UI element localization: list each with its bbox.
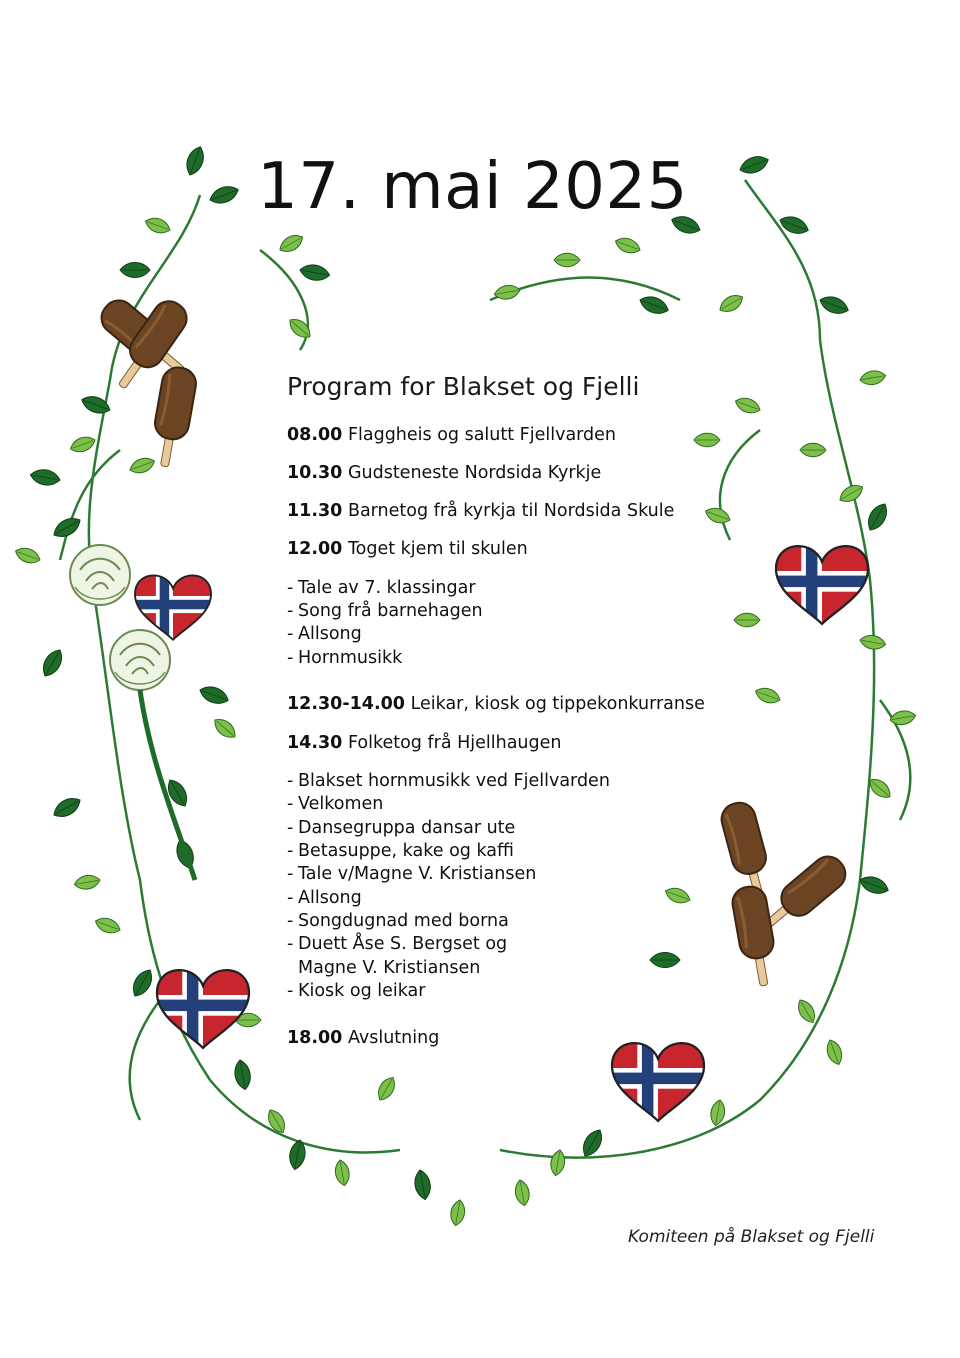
vine-right: [490, 180, 910, 1158]
list-item: - Tale v/Magne V. Kristiansen: [287, 864, 537, 884]
schedule-item: [287, 733, 562, 753]
schedule-time: 11.30: [287, 501, 343, 521]
schedule-item: [287, 1028, 439, 1048]
schedule-text: Avslutning: [347, 1028, 440, 1048]
schedule-text: Flaggheis og salutt Fjellvarden: [347, 425, 617, 445]
list-item: - Allsong: [287, 888, 362, 908]
schedule-text: Folketog frå Hjellhaugen: [347, 733, 562, 753]
list-item: - Dansegruppa dansar ute: [287, 818, 516, 838]
schedule-text: Leikar, kiosk og tippekonkurranse: [410, 694, 705, 714]
schedule-text: Toget kjem til skulen: [347, 539, 528, 559]
schedule-item: [287, 501, 674, 521]
schedule-text: Gudsteneste Nordsida Kyrkje: [347, 463, 602, 483]
heart-flag-icon: [606, 1034, 710, 1126]
schedule-time: 10.30: [287, 463, 343, 483]
schedule-time: 14.30: [287, 733, 343, 753]
list-item: - Velkomen: [287, 794, 384, 814]
list-item: - Blakset hornmusikk ved Fjellvarden: [287, 771, 610, 791]
heart-flag-icon: [770, 537, 874, 629]
popsicle-icon: [718, 799, 852, 988]
list-item: - Tale av 7. klassingar: [287, 578, 476, 598]
list-item: - Song frå barnehagen: [287, 601, 483, 621]
page-title: 17. mai 2025: [257, 150, 688, 224]
schedule-time: 12.30-14.00: [287, 694, 405, 714]
signature: Komiteen på Blakset og Fjelli: [628, 1227, 875, 1247]
schedule-text: Barnetog frå kyrkja til Nordsida Skule: [347, 501, 675, 521]
leaves-right: [493, 153, 917, 1207]
schedule-item: [287, 425, 616, 445]
list-item: - Betasuppe, kake og kaffi: [287, 841, 514, 861]
schedule-time: 12.00: [287, 539, 343, 559]
schedule-item: [287, 694, 705, 714]
schedule-item: [287, 539, 528, 559]
program-heading: Program for Blakset og Fjelli: [287, 372, 640, 401]
list-item: - Kiosk og leikar: [287, 981, 426, 1001]
list-item: - Duett Åse S. Bergset og: [287, 934, 508, 954]
schedule-time: 08.00: [287, 425, 343, 445]
schedule-time: 18.00: [287, 1028, 343, 1048]
list-item-continuation: Magne V. Kristiansen: [298, 958, 481, 978]
list-item: - Songdugnad med borna: [287, 911, 509, 931]
list-item: - Hornmusikk: [287, 648, 403, 668]
schedule-item: [287, 463, 601, 483]
list-item: - Allsong: [287, 624, 362, 644]
heart-flag-icon: [151, 961, 255, 1053]
leaves-left: [13, 144, 466, 1227]
